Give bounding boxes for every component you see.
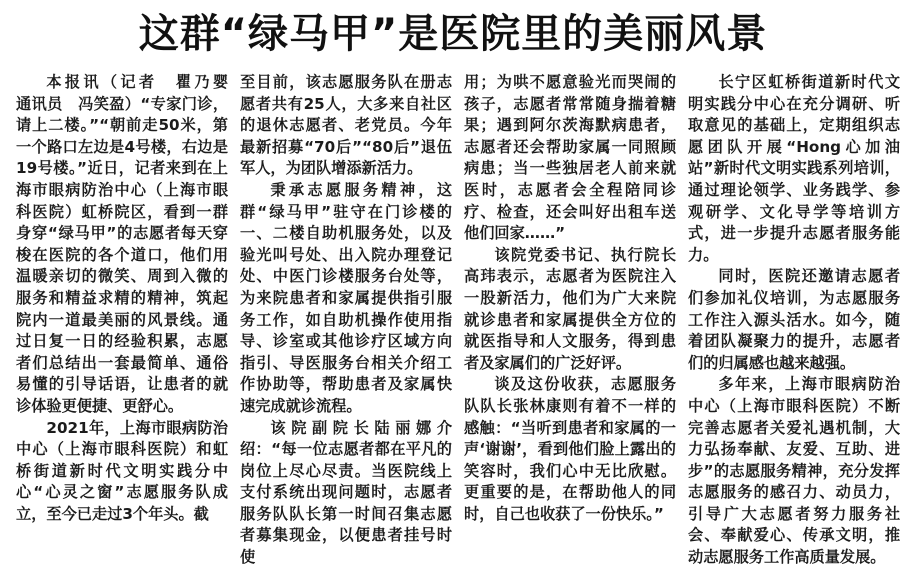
paragraph: 谈及这份收获，志愿服务队队长张林康则有着不一样的感触：“当听到患者和家属的一声‘谢谢’，看到他们脸上露出的笑容时，我们心中无比欣慰。更重要的是，在帮助他人的同时，自己也收获了一份快乐。” bbox=[464, 375, 676, 523]
paragraph: 同时，医院还邀请志愿者们参加礼仪培训，为志愿服务工作注入源头活水。如今，随着团队凝聚力的提升，志愿者们的归属感也越来越强。 bbox=[688, 267, 900, 372]
column-2 bbox=[240, 72, 452, 577]
paragraph: 2021年，上海市眼病防治中心（上海市眼科医院）和虹桥街道新时代文明实践分中心“心灵之窗”志愿服务队成立，至今已走过3个年头。截 bbox=[16, 418, 228, 523]
paragraph: 该院副院长陆丽娜介绍：“每一位志愿者都在平凡的岗位上尽心尽责。当医院线上支付系统出现问题时，志愿者服务队队长第一时间召集志愿者募集现金，以便患者挂号时使 bbox=[240, 418, 452, 567]
lead-text: “专家门诊，请上二楼。”“朝前走50米，第一个路口左边是4号楼，右边是19号楼。”近日，记者来到在上海市眼病防治中心（上海市眼科医院）虹桥院区，看到一群身穿“绿马甲”的志愿者每天穿梭在医院的各个道口，他们用温暖亲切的微笑、周到入微的服务和精益求精的精神，筑起院内一道最美丽的风景线。通过日复一日的经验积累，志愿者们总结出一套最简单、通俗易懂的引导话语，让患者的就诊体验更便捷、更舒心。 bbox=[16, 94, 229, 415]
paragraph: 多年来，上海市眼病防治中心（上海市眼科医院）不断完善志愿者关爱礼遇机制，大力弘扬奉献、友爱、互助、进步”的志愿服务精神，充分发挥志愿服务的感召力、动员力，引导广大志愿者努力服务社会、奉献爱心、传承文明，推动志愿服务工作高质量发展。 bbox=[688, 375, 900, 567]
paragraph: 秉承志愿服务精神，这群“绿马甲”驻守在门诊楼的一、二楼自助机服务处，以及验光叫号处、出入院办理登记处、中医门诊楼服务台处等，为来院患者和家属提供指引服务工作，如自助机操作使用指导、诊室或其他诊疗区域方向指引、导医服务台相关介绍工作协助等，帮助患者及家属快速完成就诊流程。 bbox=[240, 180, 452, 415]
paragraph-continued: 至目前，该志愿服务队在册志愿者共有25人，大多来自社区的退休志愿者、老党员。今年最新招募“70后”“80后”退伍军人，为团队增添新活力。 bbox=[240, 73, 452, 178]
article-body bbox=[16, 72, 902, 577]
column-1 bbox=[16, 72, 244, 577]
lead-paragraph bbox=[16, 72, 244, 418]
column-4 bbox=[688, 72, 900, 577]
article-headline: 这群“绿马甲”是医院里的美丽风景 bbox=[138, 11, 768, 57]
column-3 bbox=[464, 72, 676, 577]
paragraph: 该院党委书记、执行院长高玮表示，志愿者为医院注入一股新活力，他们为广大来院就诊患者和家属提供全方位的就医指导和人文服务，得到患者及家属们的广泛好评。 bbox=[464, 245, 676, 372]
paragraph-continued: 用；为哄不愿意验光而哭闹的孩子，志愿者常常随身揣着糖果；遇到阿尔茨海默病患者，志愿者还会帮助家属一同照顾病患；当一些独居老人前来就医时，志愿者会全程陪同诊疗、检查，还会叫好出租车送他们回家……” bbox=[464, 73, 676, 243]
paragraph: 长宁区虹桥街道新时代文明实践分中心在充分调研、听取意见的基础上，定期组织志愿团队开展“Hong心加油站”新时代文明实践系列培训，通过理论领学、业务践学、参观研学、文化导学等培训方式，进一步提升志愿者服务能力。 bbox=[688, 73, 900, 264]
byline: 本报讯（记者 瞿乃婴 通讯员 冯笑盈） bbox=[16, 73, 244, 113]
